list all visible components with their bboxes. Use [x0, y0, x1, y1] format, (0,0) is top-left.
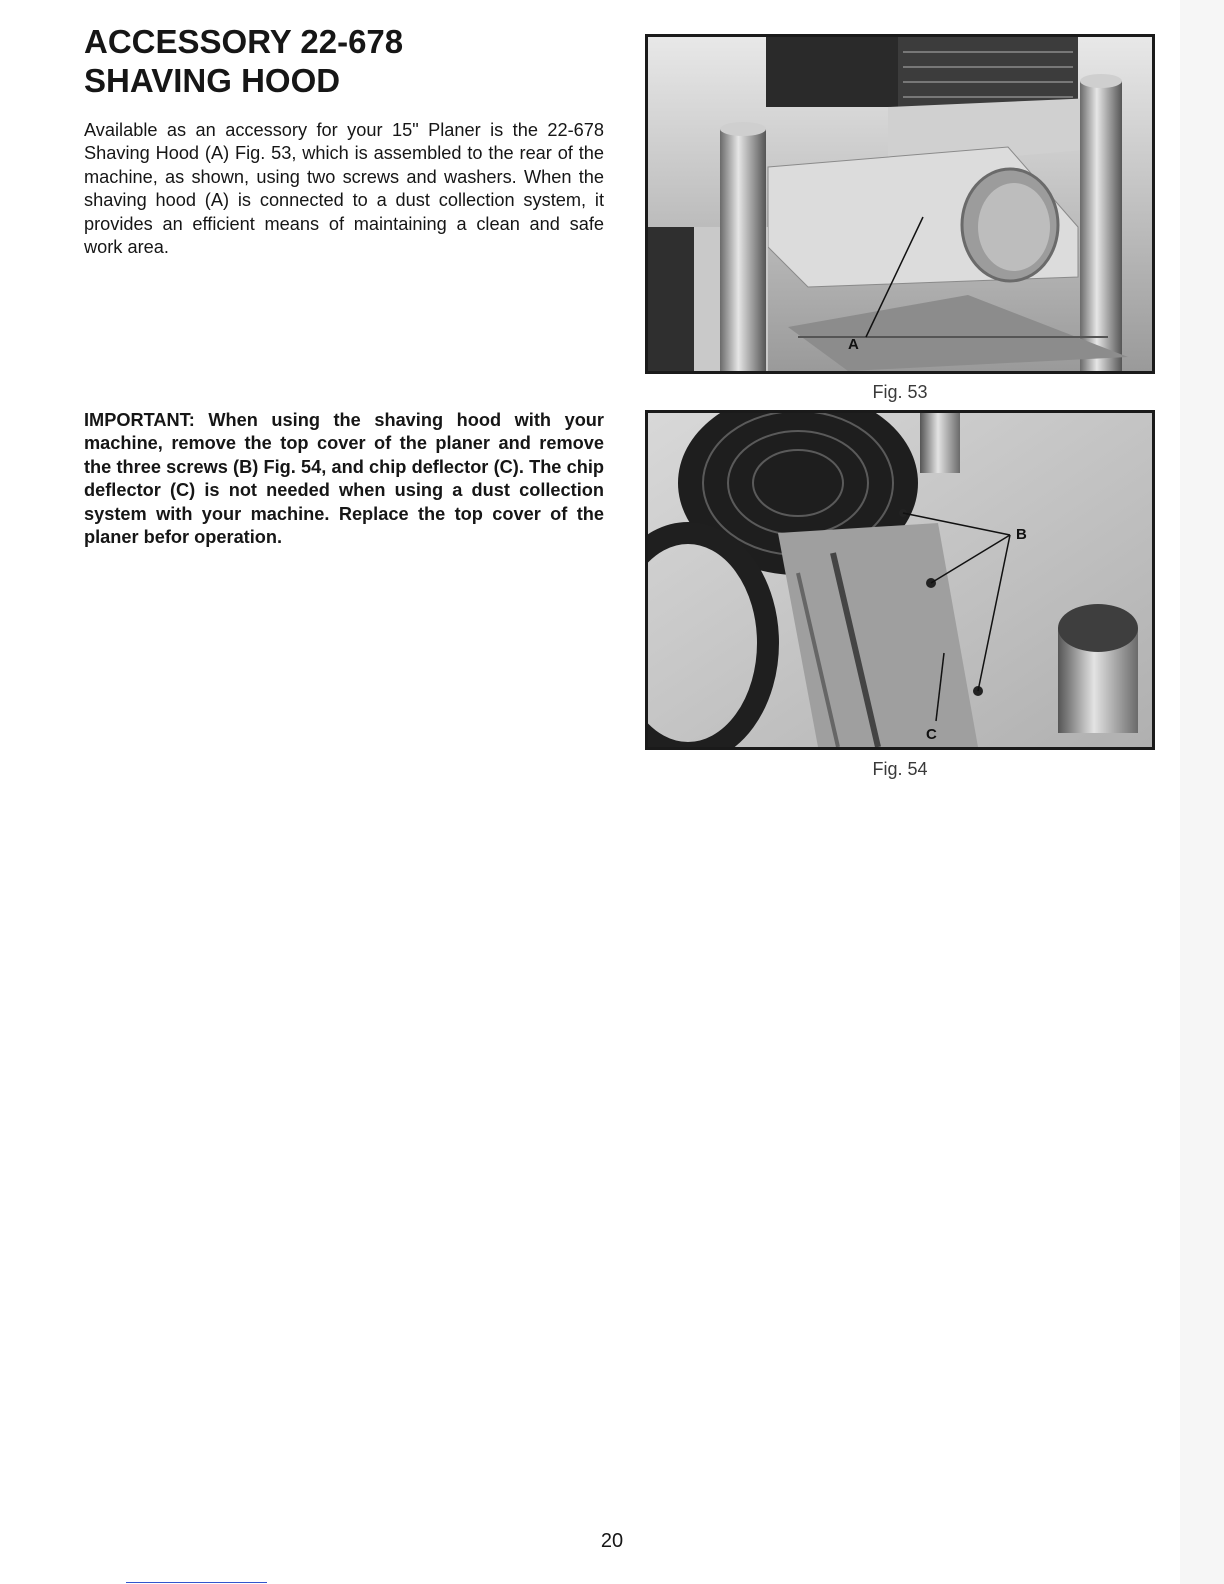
intro-paragraph: Available as an accessory for your 15" Planer is the 22-678 Shaving Hood (A) Fig. 53, which is assembled to the rear of the machine, as shown, using two screws and washers. When the shaving hood (A) is connected to a dust collection system, it provides an efficient means of maintaining a clean and safe work area. — [84, 120, 604, 258]
important-notice: IMPORTANT: When using the shaving hood with your machine, remove the top cover of the planer and remove the three screws (B) Fig. 54, and chip deflector (C). The chip deflector (C) is not needed when using a dust collection system with your machine. Replace the top cover of the planer befor operation. — [84, 410, 604, 548]
figure-53-photo — [645, 34, 1155, 374]
scan-edge — [1180, 0, 1224, 1584]
planer-screws-photo — [648, 413, 1152, 747]
label-a: A — [848, 336, 859, 353]
figure-54-photo — [645, 410, 1155, 750]
section-heading — [84, 22, 604, 100]
figure-53-caption: Fig. 53 — [872, 382, 928, 402]
label-c: C — [926, 726, 937, 743]
planer-hood-photo — [648, 37, 1152, 371]
label-b: B — [1016, 526, 1027, 543]
figure-54-caption: Fig. 54 — [872, 759, 928, 779]
page-number: 20 — [600, 1530, 624, 1552]
footer-rule — [126, 1582, 267, 1583]
heading-line-1: ACCESSORY 22-678 — [84, 23, 404, 60]
heading-line-2: SHAVING HOOD — [84, 62, 341, 99]
